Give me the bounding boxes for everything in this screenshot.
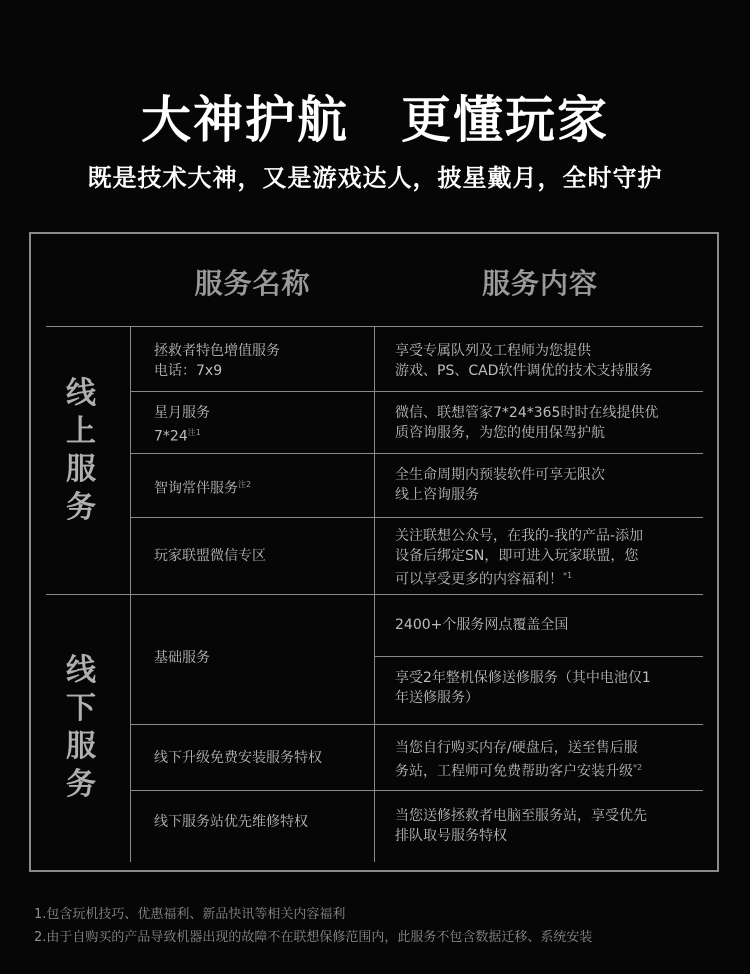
content-line: 可以享受更多的内容福利！$^{*1}$ bbox=[395, 571, 573, 588]
service-content-cell bbox=[395, 341, 652, 381]
service-name: 线下服务站优先维修特权 bbox=[154, 814, 308, 830]
label-char: 线 bbox=[66, 376, 96, 411]
service-name-cell bbox=[154, 403, 210, 447]
footnote-2: 2.由于自购买的产品导致机器出现的故障不在联想保修范围内，此服务不包含数据迁移、系统安装 bbox=[34, 930, 593, 945]
section-label-offline bbox=[46, 652, 116, 804]
row-divider bbox=[130, 453, 703, 454]
service-name: 玩家联盟微信专区 bbox=[154, 548, 266, 564]
row-divider bbox=[375, 656, 703, 657]
service-name: 线下升级免费安装服务特权 bbox=[154, 750, 322, 766]
content-line: 享受2年整机保修送修服务（其中电池仅1 bbox=[395, 670, 651, 686]
footnote-1: 1.包含玩机技巧、优惠福利、新品快讯等相关内容福利 bbox=[34, 907, 346, 922]
service-content-cell bbox=[395, 526, 643, 590]
service-name-cell bbox=[154, 748, 322, 768]
subheadline: 既是技术大神，又是游戏达人，披星戴月，全时守护 bbox=[87, 164, 663, 192]
label-char: 务 bbox=[66, 490, 96, 525]
section-label-online bbox=[46, 375, 116, 527]
service-name-sub: 7*24$^{注1}$ bbox=[154, 428, 201, 445]
column-divider bbox=[374, 326, 375, 862]
service-name-sub: 电话：7x9 bbox=[154, 363, 223, 379]
label-char: 下 bbox=[66, 691, 96, 726]
column-header-service-content: 服务内容 bbox=[481, 267, 598, 300]
content-line: 质咨询服务，为您的使用保驾护航 bbox=[395, 425, 605, 441]
label-char: 线 bbox=[66, 653, 96, 688]
footnote-mark: *2 bbox=[633, 763, 643, 772]
content-line: 微信、联想管家7*24*365时时在线提供优 bbox=[395, 405, 659, 421]
content-line: 排队取号服务特权 bbox=[395, 828, 507, 844]
row-divider bbox=[130, 391, 703, 392]
label-char: 服 bbox=[66, 452, 96, 487]
service-name: 基础服务 bbox=[154, 650, 210, 666]
label-char: 上 bbox=[66, 414, 96, 449]
service-name-cell bbox=[154, 341, 280, 381]
footnote-mark: *1 bbox=[563, 571, 573, 580]
column-header-service-name: 服务名称 bbox=[194, 267, 311, 300]
content-line: 享受专属队列及工程师为您提供 bbox=[395, 343, 591, 359]
service-name: 星月服务 bbox=[154, 405, 210, 421]
content-line: 务站，工程师可免费帮助客户安装升级$^{*2}$ bbox=[395, 763, 643, 780]
service-name-cell bbox=[154, 812, 308, 832]
content-line: 线上咨询服务 bbox=[395, 487, 479, 503]
service-content-cell bbox=[395, 615, 568, 635]
service-name-cell bbox=[154, 648, 210, 668]
service-name: 智询常伴服务$^{注2}$ bbox=[154, 480, 252, 497]
label-char: 服 bbox=[66, 729, 96, 764]
content-line: 游戏、PS、CAD软件调优的技术支持服务 bbox=[395, 363, 653, 379]
content-line: 全生命周期内预装软件可享无限次 bbox=[395, 467, 605, 483]
row-divider bbox=[130, 724, 703, 725]
service-content-cell bbox=[395, 403, 658, 443]
service-content-cell bbox=[395, 465, 605, 505]
footnote-mark: 注1 bbox=[187, 428, 201, 437]
content-line: 2400+个服务网点覆盖全国 bbox=[395, 617, 569, 633]
content-line: 设备后绑定SN，即可进入玩家联盟，您 bbox=[395, 548, 639, 564]
footnote-mark: 注2 bbox=[238, 480, 252, 489]
service-content-cell bbox=[395, 806, 647, 846]
service-content-cell bbox=[395, 668, 651, 708]
content-line: 年送修服务） bbox=[395, 690, 479, 706]
content-line: 当您送修拯救者电脑至服务站，享受优先 bbox=[395, 808, 647, 824]
row-divider bbox=[130, 517, 703, 518]
content-line: 关注联想公众号，在我的-我的产品-添加 bbox=[395, 528, 644, 544]
content-line: 当您自行购买内存/硬盘后，送至售后服 bbox=[395, 740, 638, 756]
label-char: 务 bbox=[66, 767, 96, 802]
headline: 大神护航 更懂玩家 bbox=[141, 91, 609, 149]
column-divider bbox=[130, 326, 131, 862]
service-name-cell bbox=[154, 475, 251, 499]
service-name: 拯救者特色增值服务 bbox=[154, 343, 280, 359]
service-content-cell bbox=[395, 738, 642, 782]
row-divider bbox=[130, 790, 703, 791]
service-name-cell bbox=[154, 546, 266, 566]
